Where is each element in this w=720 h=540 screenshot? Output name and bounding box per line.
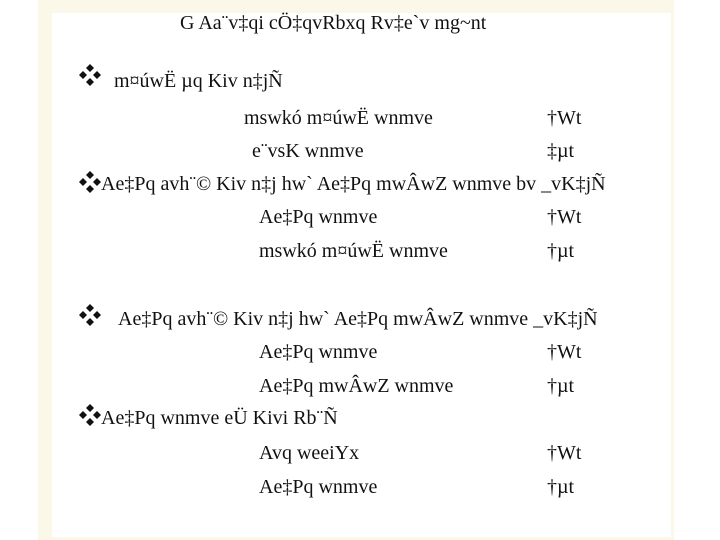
- entry-right: †µt: [547, 375, 575, 397]
- slide-title: G Aa¨v‡qi cÖ‡qvRbxq Rv‡e`v mg~nt: [180, 12, 487, 34]
- entry-right: †µt: [547, 240, 575, 262]
- entry-left: Ae‡Pq wnmve: [259, 341, 378, 363]
- entry-right: ‡µt: [547, 140, 575, 162]
- entry-right: †Wt: [547, 442, 582, 464]
- four-diamond-bullet-icon: [78, 63, 102, 87]
- four-diamond-bullet-icon: [78, 403, 102, 427]
- entry-left: Ae‡Pq wnmve: [259, 206, 378, 228]
- entry-left: Ae‡Pq wnmve: [259, 476, 378, 498]
- entry-left: mswkó m¤úwË wnmve: [244, 107, 433, 129]
- section-heading: Ae‡Pq avh¨© Kiv n‡j hw` Ae‡Pq mwÂwZ wnmve bv _vK‡jÑ: [101, 173, 606, 195]
- entry-left: Avq weeiYx: [259, 442, 360, 464]
- entry-right: †Wt: [547, 107, 582, 129]
- entry-left: mswkó m¤úwË wnmve: [259, 240, 448, 262]
- four-diamond-bullet-icon: [78, 170, 102, 194]
- four-diamond-bullet-icon: [78, 303, 102, 327]
- entry-right: †Wt: [547, 341, 582, 363]
- section-heading: Ae‡Pq avh¨© Kiv n‡j hw` Ae‡Pq mwÂwZ wnmve _vK‡jÑ: [118, 308, 598, 330]
- entry-right: †µt: [547, 476, 575, 498]
- entry-left: Ae‡Pq mwÂwZ wnmve: [259, 375, 454, 397]
- entry-right: †Wt: [547, 206, 582, 228]
- entry-left: e¨vsK wnmve: [252, 140, 364, 162]
- section-heading: m¤úwË µq Kiv n‡jÑ: [114, 70, 283, 92]
- section-heading: Ae‡Pq wnmve eÜ Kivi Rb¨Ñ: [101, 407, 338, 429]
